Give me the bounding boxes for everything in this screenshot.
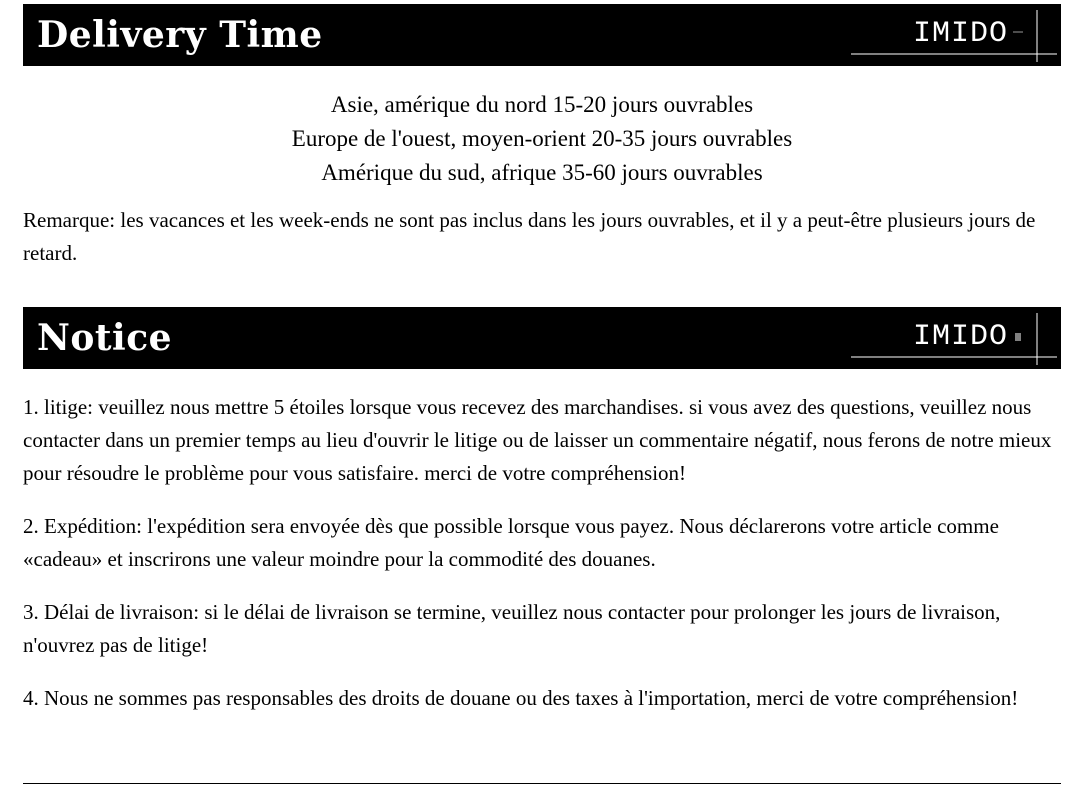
bottom-divider: [23, 783, 1061, 784]
notice-banner: [23, 307, 1061, 369]
delivery-times-list: [23, 88, 1061, 190]
delivery-line-europe: Europe de l'ouest, moyen-orient 20-35 jours ouvrables: [291, 126, 793, 151]
delivery-line-asia: Asie, amérique du nord 15-20 jours ouvrables: [330, 92, 754, 117]
brand-name: IMIDO: [913, 17, 1009, 51]
brand-logo: [851, 4, 1061, 66]
brand-name: IMIDO: [913, 320, 1009, 354]
delivery-time-title: Delivery Time: [37, 14, 323, 56]
notice-list: [23, 391, 1061, 715]
delivery-time-banner: [23, 4, 1061, 66]
notice-title: Notice: [37, 317, 173, 359]
notice-item-dispute: 1. litige: veuillez nous mettre 5 étoiles lorsque vous recevez des marchandises. si vous avez des questions, veuillez nous contacter dans un premier temps au lieu d'ouvrir le litige ou de laisser un commentaire négatif, nous ferons de notre mieux pour résoudre le problème pour vous satisfaire. merci de votre compréhension!: [23, 395, 1052, 485]
notice-item-customs: 4. Nous ne sommes pas responsables des droits de douane ou des taxes à l'importation, merci de votre compréhension!: [23, 686, 1019, 710]
notice-item-shipping: 2. Expédition: l'expédition sera envoyée dès que possible lorsque vous payez. Nous déclarerons votre article comme «cadeau» et inscrirons une valeur moindre pour la commodité des douanes.: [23, 514, 999, 571]
page-content: [23, 4, 1061, 735]
delivery-line-south-america: Amérique du sud, afrique 35-60 jours ouvrables: [321, 160, 763, 185]
brand-logo: [851, 307, 1061, 369]
notice-item-delivery-delay: 3. Délai de livraison: si le délai de livraison se termine, veuillez nous contacter pour prolonger les jours de livraison, n'ouvrez pas de litige!: [23, 600, 1001, 657]
delivery-remark: Remarque: les vacances et les week-ends ne sont pas inclus dans les jours ouvrables, et il y a peut-être plusieurs jours de retard.: [23, 208, 1036, 265]
